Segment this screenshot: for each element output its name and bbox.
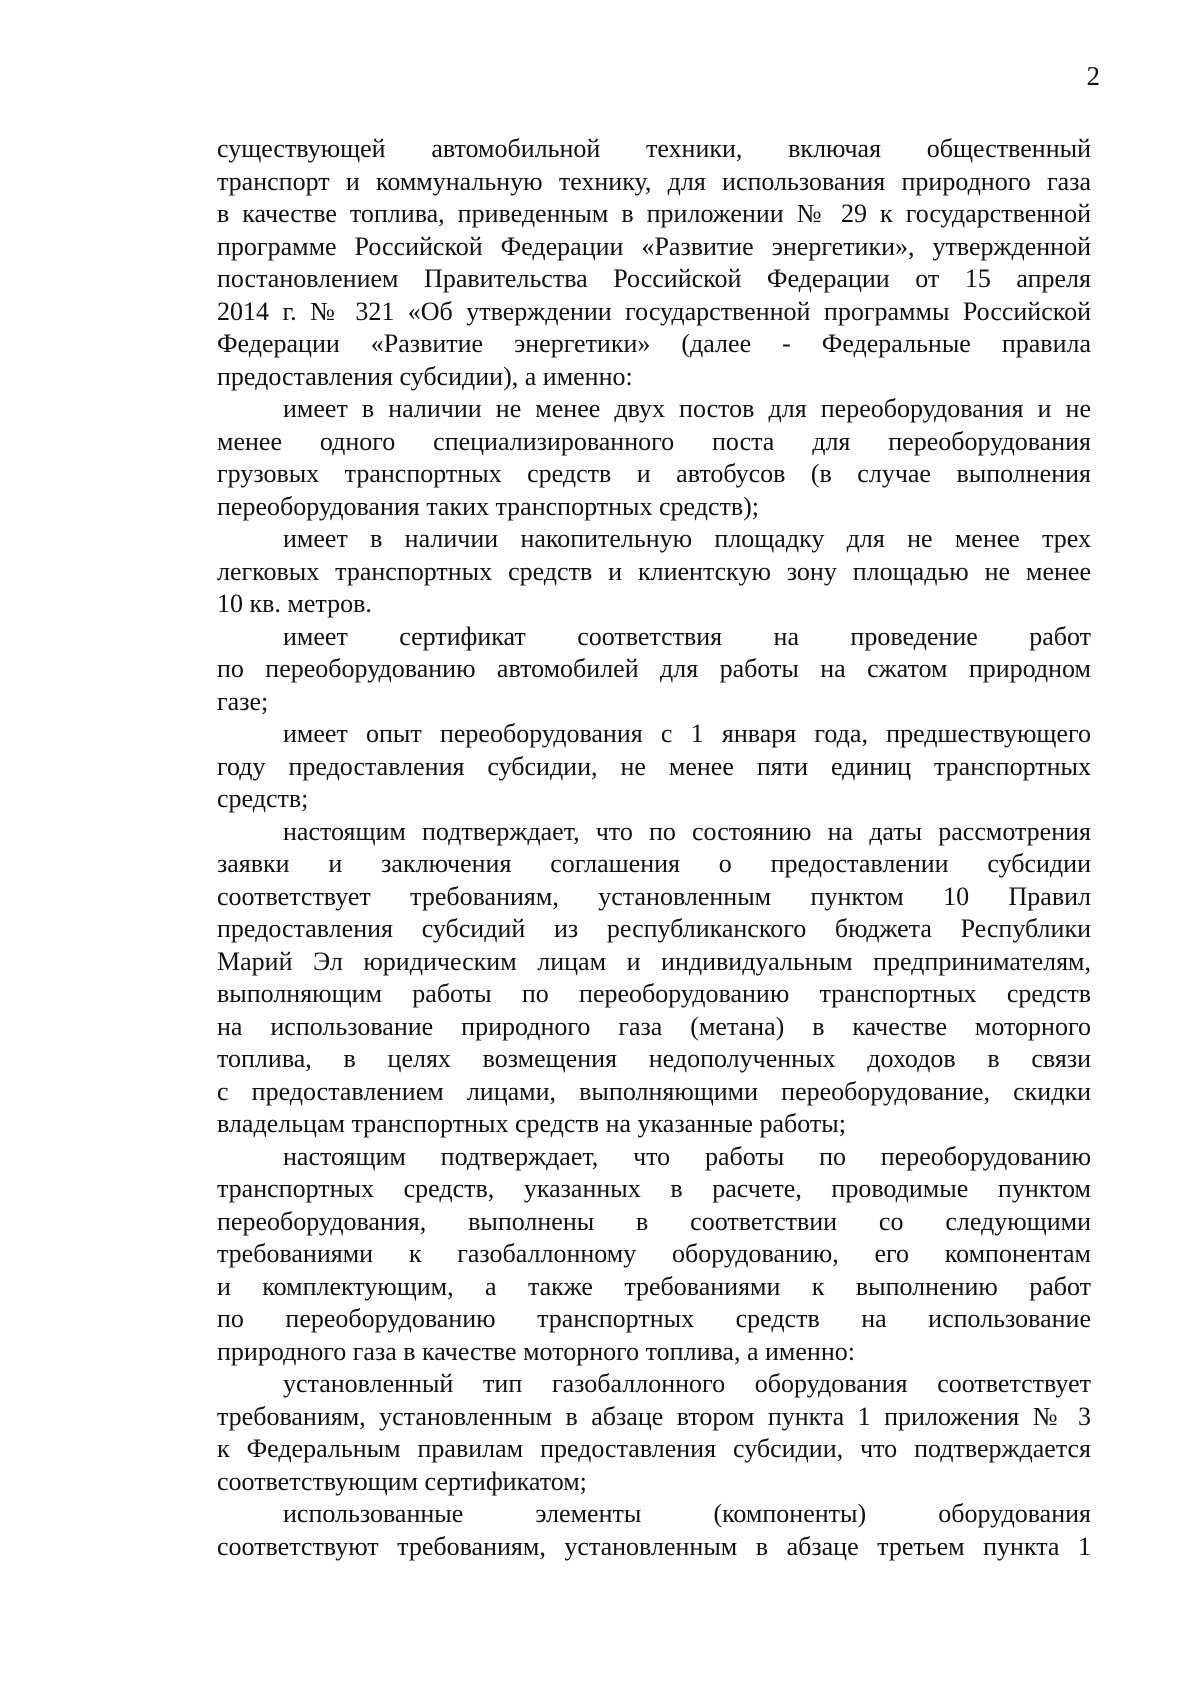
- text-line: транспорт и коммунальную технику, для использования природного газа: [217, 166, 1091, 196]
- text-line: установленный тип газобаллонного оборудования соответствует: [283, 1369, 1091, 1398]
- paragraph: [217, 816, 1091, 1141]
- text-line: газе;: [217, 686, 269, 716]
- text-line: и комплектующим, а также требованиями к выполнению работ: [217, 1271, 1091, 1301]
- text-line: использованные элементы (компоненты) оборудования: [283, 1499, 1091, 1528]
- paragraph: [217, 523, 1091, 621]
- text-line: имеет опыт переоборудования с 1 января года, предшествующего: [283, 719, 1091, 748]
- paragraph: [217, 1498, 1091, 1563]
- text-line: соответствуют требованиям, установленным в абзаце третьем пункта 1: [217, 1531, 1091, 1561]
- text-line: транспортных средств, указанных в расчете, проводимые пунктом: [217, 1174, 1091, 1203]
- text-line: к Федеральным правилам предоставления субсидии, что подтверждается: [217, 1434, 1091, 1463]
- paragraph: [217, 621, 1091, 719]
- text-line: предоставления субсидии), а именно:: [217, 361, 633, 391]
- text-line: имеет в наличии накопительную площадку для не менее трех: [283, 524, 1091, 553]
- text-line: году предоставления субсидии, не менее пяти единиц транспортных: [217, 751, 1091, 781]
- paragraph: [217, 133, 1091, 393]
- text-line: предоставления субсидий из республиканского бюджета Республики: [217, 914, 1091, 943]
- text-line: программе Российской Федерации «Развитие энергетики», утвержденной: [217, 231, 1091, 261]
- text-line: соответствует требованиям, установленным пунктом 10 Правил: [217, 881, 1091, 911]
- text-line: заявки и заключения соглашения о предоставлении субсидии: [217, 849, 1091, 878]
- text-line: легковых транспортных средств и клиентскую зону площадью не менее: [217, 556, 1091, 586]
- text-line: постановлением Правительства Российской Федерации от 15 апреля: [217, 264, 1091, 293]
- paragraph: [217, 393, 1091, 523]
- paragraph: [217, 718, 1091, 816]
- text-line: имеет сертификат соответствия на проведение работ: [283, 621, 1091, 651]
- paragraph: [217, 1141, 1091, 1369]
- text-line: существующей автомобильной техники, включая общественный: [217, 134, 1091, 163]
- text-line: Марий Эл юридическим лицам и индивидуальным предпринимателям,: [217, 946, 1091, 976]
- text-line: по переоборудованию транспортных средств на использование: [217, 1304, 1091, 1333]
- text-line: требованиями к газобаллонному оборудованию, его компонентам: [217, 1239, 1091, 1268]
- page-number: 2: [1086, 61, 1100, 91]
- text-line: выполняющим работы по переоборудованию транспортных средств: [217, 979, 1091, 1008]
- text-line: владельцам транспортных средств на указанные работы;: [217, 1109, 846, 1138]
- text-line: требованиям, установленным в абзаце втором пункта 1 приложения № 3: [217, 1401, 1091, 1431]
- text-line: средств;: [217, 784, 309, 813]
- text-line: 10 кв. метров.: [217, 589, 372, 618]
- text-line: с предоставлением лицами, выполняющими переоборудование, скидки: [217, 1076, 1091, 1106]
- text-line: переоборудования, выполнены в соответствии со следующими: [217, 1206, 1091, 1236]
- text-line: соответствующим сертификатом;: [217, 1466, 587, 1496]
- text-line: природного газа в качестве моторного топлива, а именно:: [217, 1336, 855, 1366]
- text-line: грузовых транспортных средств и автобусов (в случае выполнения: [217, 459, 1091, 488]
- text-line: в качестве топлива, приведенным в приложении № 29 к государственной: [217, 199, 1091, 228]
- text-line: настоящим подтверждает, что по состоянию на даты рассмотрения: [283, 816, 1091, 846]
- paragraph: [217, 1368, 1091, 1498]
- text-line: менее одного специализированного поста для переоборудования: [217, 426, 1091, 456]
- text-line: настоящим подтверждает, что работы по переоборудованию: [283, 1141, 1091, 1171]
- text-line: имеет в наличии не менее двух постов для переоборудования и не: [283, 394, 1091, 423]
- text-line: переоборудования таких транспортных средств);: [217, 491, 760, 521]
- text-line: на использование природного газа (метана) в качестве моторного: [217, 1011, 1091, 1041]
- text-line: Федерации «Развитие энергетики» (далее - Федеральные правила: [217, 329, 1091, 358]
- text-line: топлива, в целях возмещения недополученных доходов в связи: [217, 1044, 1091, 1073]
- text-line: 2014 г. № 321 «Об утверждении государственной программы Российской: [217, 296, 1091, 326]
- body-text: [217, 133, 1091, 1563]
- text-line: по переоборудованию автомобилей для работы на сжатом природном: [217, 654, 1091, 683]
